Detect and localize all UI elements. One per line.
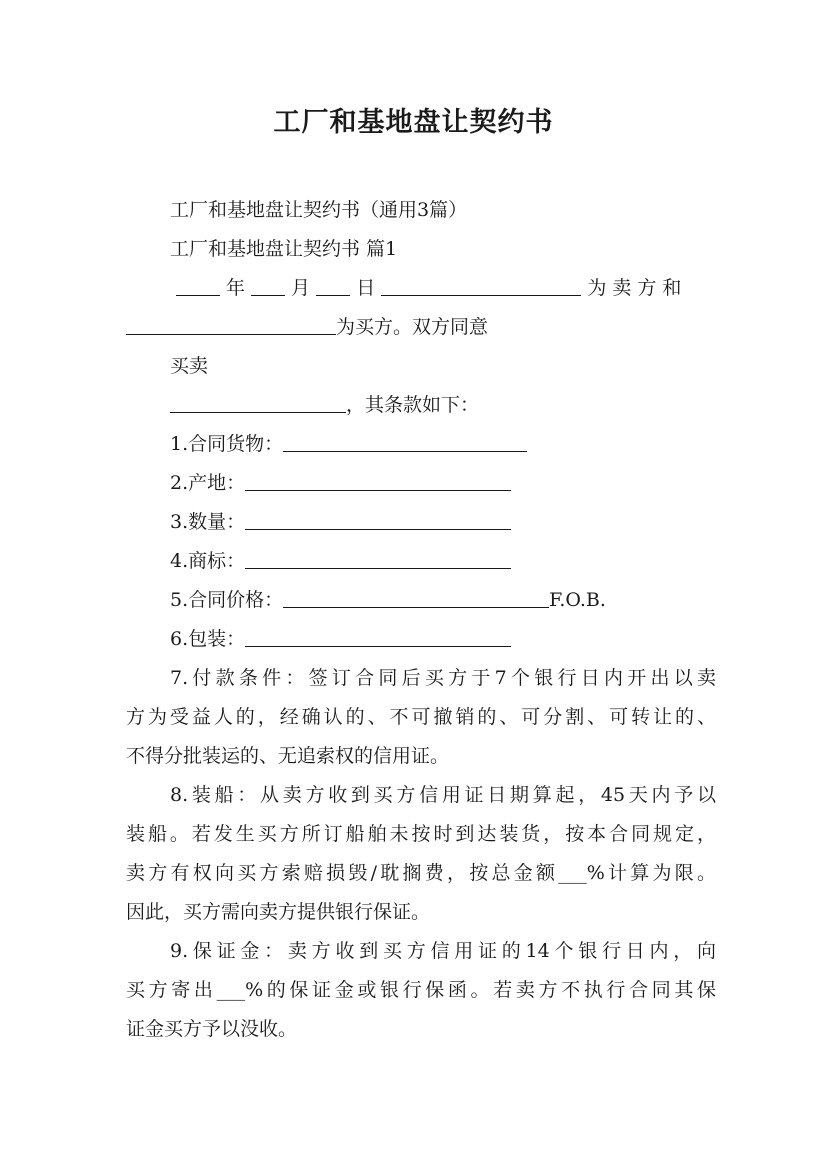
clause9-line2: 买方寄出___%的保证金或银行保函。若卖方不执行合同其保: [126, 979, 716, 1001]
item-suffix: F.O.B.: [549, 589, 606, 611]
clause9-line1: 9.保证金：卖方收到买方信用证的14个银行日内，向: [170, 940, 716, 962]
clause8-line4: 因此，买方需向卖方提供银行保证。: [126, 901, 431, 923]
item-price: [126, 581, 760, 620]
month-blank: [251, 275, 285, 296]
year-blank: [176, 275, 220, 296]
seller-text: 为卖方和: [587, 277, 688, 299]
item-label: 3.数量：: [170, 511, 246, 533]
clause8-line1: 8.装船：从卖方收到买方信用证日期算起，45天内予以: [170, 784, 716, 806]
item-blank: [245, 470, 511, 491]
clause9-line3: 证金买方予以没收。: [126, 1018, 298, 1040]
terms-intro: ，其条款如下：: [346, 394, 480, 416]
item-label: 4.商标：: [170, 550, 246, 572]
seller-blank: [381, 275, 581, 296]
clause7-line2: 方为受益人的，经确认的、不可撤销的、可分割、可转让的、: [126, 706, 716, 728]
buyer-blank: [126, 314, 336, 335]
buyer-line: [126, 308, 716, 347]
clause7-line3: 不得分批装运的、无追索权的信用证。: [126, 745, 450, 767]
year-label: 年: [226, 277, 246, 299]
clause7-line1: 7.付款条件：签订合同后买方于7个银行日内开出以卖: [170, 667, 716, 689]
item-label: 1.合同货物：: [170, 433, 284, 455]
item-trademark: [126, 542, 760, 581]
month-label: 月: [291, 277, 311, 299]
item-quantity: [126, 503, 760, 542]
item-blank: [245, 626, 511, 647]
goods-blank: [170, 392, 346, 413]
item-contract-goods: [126, 425, 760, 464]
document-title: 工厂和基地盘让契约书: [273, 107, 554, 138]
item-origin: [126, 464, 760, 503]
subtitle: 工厂和基地盘让契约书（通用3篇）: [170, 199, 468, 221]
item-label: 6.包装：: [170, 628, 246, 650]
terms-intro-line: [126, 386, 760, 425]
section-heading: 工厂和基地盘让契约书 篇1: [170, 238, 398, 260]
buy-sell-label: 买卖: [170, 355, 209, 377]
clause8-line3: 卖方有权向买方索赔损毁/耽搁费，按总金额___%计算为限。: [126, 862, 716, 884]
buyer-text: 为买方。双方同意: [336, 316, 489, 338]
item-blank: [283, 431, 527, 452]
day-blank: [316, 275, 350, 296]
item-blank: [245, 548, 511, 569]
clause8-line2: 装船。若发生买方所订船舶未按时到达装货，按本合同规定，: [126, 823, 716, 845]
item-packing: [126, 620, 760, 659]
item-label: 5.合同价格：: [170, 589, 284, 611]
item-blank: [245, 509, 511, 530]
item-blank: [283, 587, 549, 608]
date-line: [126, 269, 751, 308]
day-label: 日: [356, 277, 376, 299]
item-label: 2.产地：: [170, 472, 246, 494]
